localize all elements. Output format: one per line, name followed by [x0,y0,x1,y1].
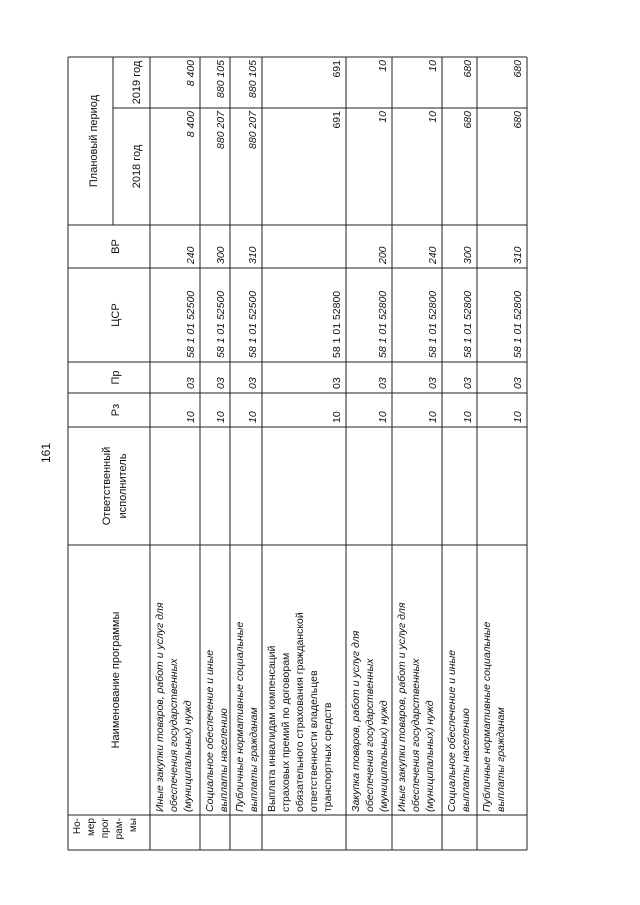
cell-csr: 58 1 01 52500 [247,290,259,358]
cell-pr: 03 [185,377,197,389]
program-name-line: Закупка товаров, работ и услуг для [350,630,362,812]
cell-2018: 8 400 [185,111,197,138]
cell-2019: 10 [427,60,439,72]
cell-2019: 880 105 [215,60,227,98]
program-name-line: ответственности владельцев [308,670,320,812]
program-name-line: (муниципальных) нужд [378,700,390,812]
program-name-line: обязательного страхования гражданской [294,612,306,812]
header-planned-period: Плановый период [88,94,100,188]
program-name-line: выплаты населению [460,708,472,812]
cell-rz: 10 [247,411,259,423]
program-name-line: обеспечения государственных [168,658,180,812]
cell-csr: 58 1 01 52500 [185,290,197,358]
cell-rz: 10 [512,411,524,423]
header-responsible: Ответственный [101,446,113,526]
header-rz: Рз [110,403,122,417]
page-number: 161 [39,442,53,463]
cell-csr: 58 1 01 52800 [331,290,343,358]
header-2018: 2018 год [131,144,143,189]
cell-pr: 03 [427,377,439,389]
cell-pr: 03 [462,377,474,389]
program-name-line: Публичные нормативные социальные [234,621,246,812]
program-name-line: выплаты гражданам [495,707,507,812]
header-vr: ВР [110,239,122,254]
program-name-line: Социальное обеспечение и иные [446,649,458,812]
cell-rz: 10 [331,411,343,423]
cell-rz: 10 [377,411,389,423]
cell-csr: 58 1 01 52800 [377,290,389,358]
cell-rz: 10 [427,411,439,423]
cell-pr: 03 [377,377,389,389]
program-name-line: транспортных средств [322,702,334,812]
header-csr: ЦСР [110,303,122,327]
cell-2018: 680 [512,111,524,129]
cell-pr: 03 [512,377,524,389]
program-name-line: Публичные нормативные социальные [481,621,493,812]
cell-2019: 680 [462,60,474,78]
header-program-name: Наименование программы [110,611,122,749]
cell-2018: 680 [462,111,474,129]
cell-csr: 58 1 01 52800 [462,290,474,358]
cell-2018: 880 207 [247,111,259,149]
cell-vr: 240 [427,246,439,264]
header-program-number: Но- [72,818,83,835]
cell-csr: 58 1 01 52800 [512,290,524,358]
program-name-line: Социальное обеспечение и иные [204,649,216,812]
program-name-line: страховых премий по договорам [280,652,292,812]
header-program-number: рам- [114,818,125,840]
cell-2019: 10 [377,60,389,72]
cell-csr: 58 1 01 52800 [427,290,439,358]
cell-rz: 10 [462,411,474,423]
program-name-line: (муниципальных) нужд [182,700,194,812]
header-2019: 2019 год [131,60,143,105]
header-pr: Пр [110,370,122,385]
cell-2018: 880 207 [215,111,227,149]
program-name-line: Иные закупки товаров, работ и услуг для [154,602,166,812]
cell-vr: 200 [377,246,389,264]
cell-2018: 10 [427,111,439,123]
program-name-line: выплаты гражданам [248,707,260,812]
cell-2019: 691 [331,60,343,78]
program-name-line: (муниципальных) нужд [424,700,436,812]
header-program-number: мы [128,818,139,833]
program-name-line: Выплата инвалидам компенсаций [266,645,278,812]
cell-pr: 03 [247,377,259,389]
cell-pr: 03 [215,377,227,389]
header-program-number: прог [100,818,111,839]
cell-2019: 680 [512,60,524,78]
cell-vr: 310 [247,246,259,264]
cell-2018: 10 [377,111,389,123]
cell-2019: 880 105 [247,60,259,98]
cell-vr: 300 [462,246,474,264]
cell-rz: 10 [215,411,227,423]
cell-vr: 310 [512,246,524,264]
header-program-number: мер [86,818,97,836]
program-name-line: Иные закупки товаров, работ и услуг для [396,602,408,812]
cell-pr: 03 [331,377,343,389]
cell-2018: 691 [331,111,343,129]
cell-rz: 10 [185,411,197,423]
cell-csr: 58 1 01 52500 [215,290,227,358]
program-name-line: обеспечения государственных [410,658,422,812]
program-name-line: выплаты населению [218,708,230,812]
cell-vr: 300 [215,246,227,264]
header-responsible: исполнитель [117,453,129,519]
program-name-line: обеспечения государственных [364,658,376,812]
cell-2019: 8 400 [185,60,197,87]
cell-vr: 240 [185,246,197,264]
